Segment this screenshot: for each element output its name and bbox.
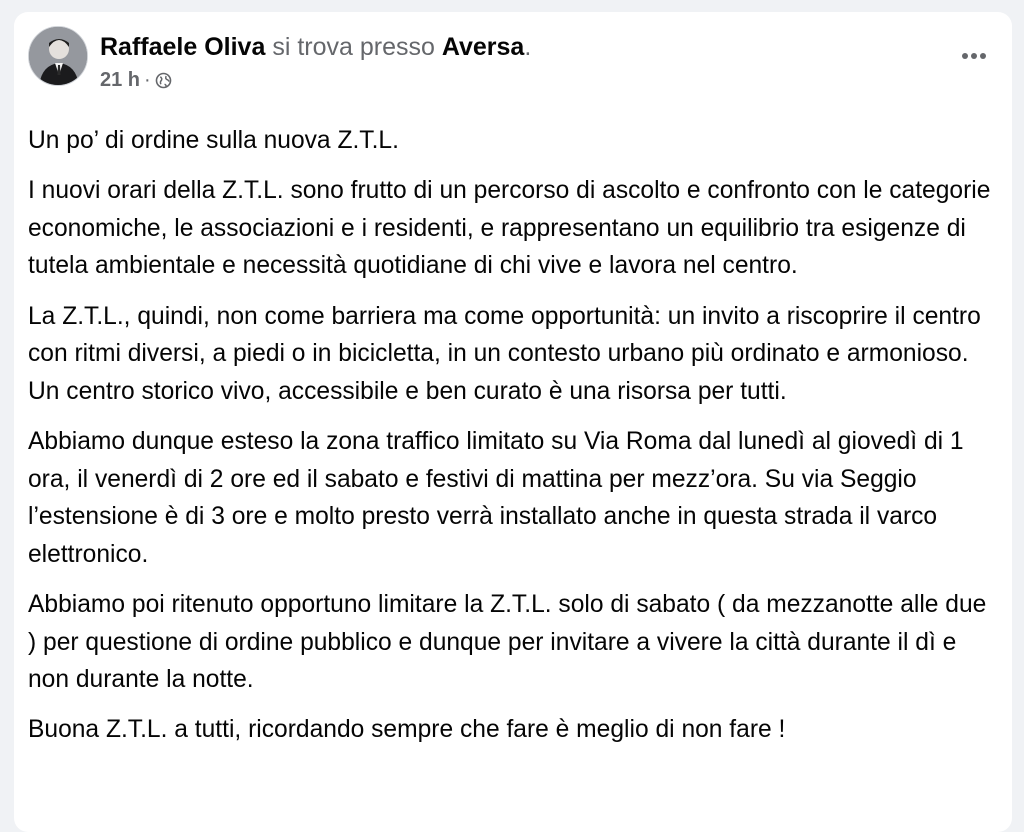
post-meta — [100, 32, 938, 92]
more-horizontal-icon — [961, 52, 987, 60]
more-options-button[interactable] — [954, 36, 994, 76]
post-paragraph-line: Un po’ di ordine sulla nuova Z.T.L. — [28, 127, 399, 154]
post-paragraph-line: Abbiamo dunque esteso la zona traffico limitato su Via Roma dal lunedì al giovedì di 1 ora, il venerdì di 2 ore ed il sabato e festivi di mattina per mezz’ora. Su via Seggio l’estensione è di 3 ore e molto presto verrà installato anche in questa strada il varco elettronico. — [28, 427, 964, 568]
location-name[interactable]: Aversa — [441, 33, 525, 61]
post-paragraph — [28, 711, 998, 749]
post-paragraph — [28, 122, 998, 160]
post-paragraph — [28, 172, 998, 285]
globe-icon[interactable] — [155, 72, 172, 89]
post-paragraph-line: Buona Z.T.L. a tutti, ricordando sempre che fare è meglio di non fare ! — [28, 716, 786, 744]
avatar[interactable] — [28, 26, 88, 86]
post-card — [14, 12, 1012, 832]
post-subline — [100, 68, 938, 92]
post-paragraph-line: Abbiamo poi ritenuto opportuno limitare la Z.T.L. solo di sabato ( da mezzanotte alle due ) per questione di ordine pubblico e dunque per invitare a vivere la città durante il dì e non durante la notte. — [28, 590, 987, 694]
author-name[interactable]: Raffaele Oliva — [100, 33, 266, 61]
post-paragraph — [28, 586, 998, 699]
profile-photo-icon — [29, 27, 88, 86]
location-prefix: si trova presso — [272, 33, 435, 61]
post-header — [28, 26, 998, 114]
separator-dot: · — [144, 69, 151, 91]
post-timestamp[interactable]: 21 h — [100, 69, 141, 91]
post-paragraph-line: Un centro storico vivo, accessibile e ben curato è una risorsa per tutti. — [28, 377, 787, 405]
post-title-line — [100, 32, 938, 62]
post-paragraph-line: La Z.T.L., quindi, non come barriera ma come opportunità: un invito a riscoprire il centro con ritmi diversi, a piedi o in bicicletta, in un contesto urbano più ordinato e armonioso. — [28, 302, 981, 368]
post-text — [28, 122, 998, 761]
post-paragraph-line: I nuovi orari della Z.T.L. sono frutto di un percorso di ascolto e confronto con le categorie economiche, le associazioni e i residenti, e rappresentano un equilibrio tra esigenze di tutela ambientale e necessità quotidiane di chi vive e lavora nel centro. — [28, 177, 991, 280]
post-paragraph — [28, 298, 998, 411]
post-paragraph — [28, 423, 998, 573]
location-suffix: . — [524, 33, 532, 61]
